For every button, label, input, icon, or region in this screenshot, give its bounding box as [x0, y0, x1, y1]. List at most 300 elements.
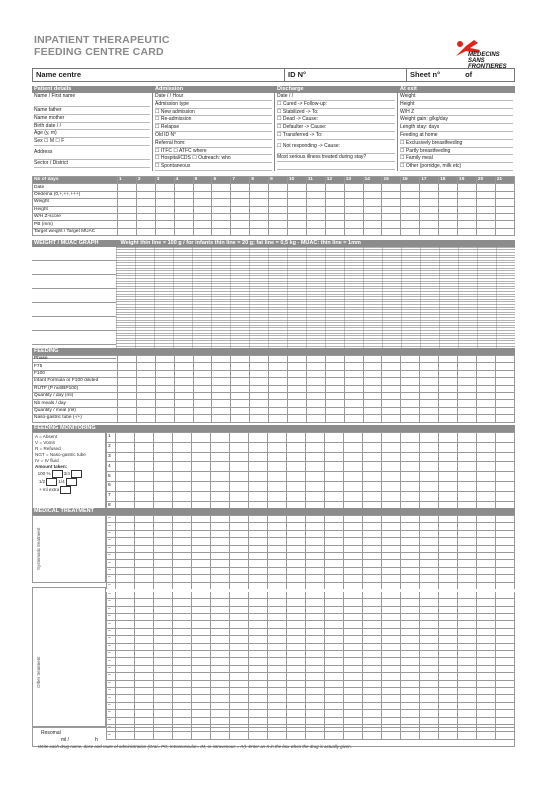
day-cell[interactable]	[476, 184, 495, 191]
day-cell[interactable]	[287, 695, 306, 702]
day-cell[interactable]	[344, 356, 363, 363]
day-cell[interactable]	[116, 472, 135, 482]
day-cell[interactable]	[192, 491, 211, 501]
day-cell[interactable]	[212, 407, 231, 414]
day-cell[interactable]	[193, 191, 212, 198]
day-cell[interactable]	[496, 599, 515, 606]
day-cell[interactable]	[382, 658, 401, 665]
day-cell[interactable]	[192, 628, 211, 635]
day-cell[interactable]	[250, 415, 269, 422]
day-cell[interactable]	[192, 582, 211, 590]
day-cell[interactable]	[249, 665, 268, 672]
day-cell[interactable]	[268, 481, 287, 491]
day-cell[interactable]	[439, 530, 458, 537]
day-cell[interactable]	[439, 191, 458, 198]
day-cell[interactable]	[363, 356, 382, 363]
day-cell[interactable]	[325, 206, 344, 213]
day-cell[interactable]	[363, 400, 382, 407]
day-cell[interactable]	[231, 415, 250, 422]
day-cell[interactable]	[363, 643, 382, 650]
day-cell[interactable]	[192, 545, 211, 552]
day-cell[interactable]	[135, 651, 154, 658]
day-cell[interactable]	[363, 433, 382, 443]
day-cell[interactable]	[230, 717, 249, 724]
day-cell[interactable]	[173, 680, 192, 687]
day-cell[interactable]	[420, 228, 439, 235]
day-cell[interactable]	[306, 530, 325, 537]
day-cell[interactable]	[212, 221, 231, 228]
day-cell[interactable]	[458, 530, 477, 537]
day-cell[interactable]	[496, 673, 515, 680]
day-cell[interactable]	[401, 516, 420, 523]
day-cell[interactable]	[325, 191, 344, 198]
day-cell[interactable]	[363, 191, 382, 198]
day-cell[interactable]	[401, 228, 420, 235]
day-cell[interactable]	[230, 523, 249, 530]
day-cell[interactable]	[458, 636, 477, 643]
day-cell[interactable]	[116, 606, 135, 613]
day-cell[interactable]	[287, 651, 306, 658]
day-cell[interactable]	[118, 392, 137, 399]
day-cell[interactable]	[401, 433, 420, 443]
day-cell[interactable]	[306, 191, 325, 198]
day-cell[interactable]	[135, 658, 154, 665]
day-cell[interactable]	[116, 614, 135, 621]
day-cell[interactable]	[439, 606, 458, 613]
day-cell[interactable]	[249, 452, 268, 462]
day-cell[interactable]	[118, 363, 137, 370]
day-cell[interactable]	[344, 680, 363, 687]
day-cell[interactable]	[211, 658, 230, 665]
day-cell[interactable]	[135, 665, 154, 672]
day-cell[interactable]	[116, 680, 135, 687]
day-cell[interactable]	[420, 472, 439, 482]
day-cell[interactable]	[439, 665, 458, 672]
day-cell[interactable]	[325, 599, 344, 606]
day-cell[interactable]	[477, 560, 496, 567]
day-cell[interactable]	[382, 452, 401, 462]
day-cell[interactable]	[118, 228, 137, 235]
day-cell[interactable]	[154, 643, 173, 650]
day-cell[interactable]	[477, 695, 496, 702]
day-cell[interactable]	[250, 228, 269, 235]
day-cell[interactable]	[174, 199, 193, 206]
day-cell[interactable]	[382, 407, 401, 414]
day-cell[interactable]	[154, 442, 173, 452]
day-cell[interactable]	[420, 673, 439, 680]
day-cell[interactable]	[325, 687, 344, 694]
day-cell[interactable]	[116, 673, 135, 680]
day-cell[interactable]	[230, 606, 249, 613]
day-cell[interactable]	[382, 599, 401, 606]
day-cell[interactable]	[211, 442, 230, 452]
day-cell[interactable]	[211, 481, 230, 491]
day-cell[interactable]	[458, 560, 477, 567]
day-cell[interactable]	[211, 582, 230, 590]
day-cell[interactable]	[230, 462, 249, 472]
day-cell[interactable]	[401, 658, 420, 665]
day-cell[interactable]	[193, 400, 212, 407]
day-cell[interactable]	[230, 530, 249, 537]
day-cell[interactable]	[363, 221, 382, 228]
day-cell[interactable]	[249, 530, 268, 537]
day-cell[interactable]	[344, 472, 363, 482]
day-cell[interactable]	[477, 658, 496, 665]
day-cell[interactable]	[439, 575, 458, 582]
day-cell[interactable]	[496, 717, 515, 724]
day-cell[interactable]	[118, 385, 137, 392]
day-cell[interactable]	[212, 199, 231, 206]
day-cell[interactable]	[306, 582, 325, 590]
day-cell[interactable]	[269, 199, 288, 206]
day-cell[interactable]	[344, 702, 363, 709]
day-cell[interactable]	[401, 370, 420, 377]
day-cell[interactable]	[477, 590, 496, 598]
day-cell[interactable]	[306, 702, 325, 709]
day-cell[interactable]	[382, 184, 401, 191]
day-cell[interactable]	[173, 614, 192, 621]
day-cell[interactable]	[382, 433, 401, 443]
day-cell[interactable]	[476, 213, 495, 220]
day-cell[interactable]	[268, 516, 287, 523]
day-cell[interactable]	[477, 702, 496, 709]
day-cell[interactable]	[135, 442, 154, 452]
day-cell[interactable]	[154, 433, 173, 443]
day-cell[interactable]	[250, 221, 269, 228]
day-cell[interactable]	[401, 545, 420, 552]
day-cell[interactable]	[287, 606, 306, 613]
day-cell[interactable]	[287, 680, 306, 687]
day-cell[interactable]	[420, 452, 439, 462]
day-cell[interactable]	[420, 356, 439, 363]
day-cell[interactable]	[250, 184, 269, 191]
day-cell[interactable]	[382, 472, 401, 482]
day-cell[interactable]	[135, 545, 154, 552]
day-cell[interactable]	[230, 599, 249, 606]
day-cell[interactable]	[192, 614, 211, 621]
day-cell[interactable]	[135, 702, 154, 709]
day-cell[interactable]	[249, 567, 268, 574]
day-cell[interactable]	[458, 599, 477, 606]
day-cell[interactable]	[401, 621, 420, 628]
day-cell[interactable]	[325, 415, 344, 422]
day-cell[interactable]	[306, 717, 325, 724]
day-cell[interactable]	[268, 462, 287, 472]
day-cell[interactable]	[192, 575, 211, 582]
day-cell[interactable]	[458, 687, 477, 694]
day-cell[interactable]	[116, 523, 135, 530]
day-cell[interactable]	[193, 221, 212, 228]
day-cell[interactable]	[344, 545, 363, 552]
day-cell[interactable]	[363, 213, 382, 220]
day-cell[interactable]	[135, 680, 154, 687]
day-cell[interactable]	[249, 710, 268, 717]
day-cell[interactable]	[211, 567, 230, 574]
day-cell[interactable]	[420, 582, 439, 590]
day-cell[interactable]	[382, 643, 401, 650]
day-cell[interactable]	[458, 680, 477, 687]
day-cell[interactable]	[420, 702, 439, 709]
day-cell[interactable]	[211, 575, 230, 582]
day-cell[interactable]	[401, 385, 420, 392]
day-cell[interactable]	[268, 673, 287, 680]
day-cell[interactable]	[306, 687, 325, 694]
day-cell[interactable]	[344, 673, 363, 680]
day-cell[interactable]	[249, 717, 268, 724]
day-cell[interactable]	[306, 628, 325, 635]
day-cell[interactable]	[268, 582, 287, 590]
day-cell[interactable]	[135, 452, 154, 462]
day-cell[interactable]	[231, 363, 250, 370]
day-cell[interactable]	[192, 452, 211, 462]
day-cell[interactable]	[154, 567, 173, 574]
day-cell[interactable]	[401, 221, 420, 228]
day-cell[interactable]	[382, 560, 401, 567]
day-cell[interactable]	[249, 442, 268, 452]
day-cell[interactable]	[363, 385, 382, 392]
day-cell[interactable]	[135, 717, 154, 724]
day-cell[interactable]	[325, 614, 344, 621]
day-cell[interactable]	[496, 472, 515, 482]
day-cell[interactable]	[154, 658, 173, 665]
day-cell[interactable]	[382, 651, 401, 658]
day-cell[interactable]	[306, 665, 325, 672]
day-cell[interactable]	[155, 407, 174, 414]
day-cell[interactable]	[118, 370, 137, 377]
day-cell[interactable]	[476, 199, 495, 206]
day-cell[interactable]	[173, 462, 192, 472]
day-cell[interactable]	[382, 206, 401, 213]
day-cell[interactable]	[458, 370, 477, 377]
day-cell[interactable]	[192, 567, 211, 574]
day-cell[interactable]	[439, 628, 458, 635]
day-cell[interactable]	[173, 599, 192, 606]
day-cell[interactable]	[211, 462, 230, 472]
day-cell[interactable]	[306, 552, 325, 559]
day-cell[interactable]	[211, 665, 230, 672]
day-cell[interactable]	[363, 415, 382, 422]
day-cell[interactable]	[344, 599, 363, 606]
day-cell[interactable]	[118, 191, 137, 198]
day-cell[interactable]	[211, 702, 230, 709]
day-cell[interactable]	[344, 228, 363, 235]
day-cell[interactable]	[458, 651, 477, 658]
day-cell[interactable]	[154, 462, 173, 472]
day-cell[interactable]	[155, 356, 174, 363]
day-cell[interactable]	[249, 680, 268, 687]
day-cell[interactable]	[420, 621, 439, 628]
day-cell[interactable]	[382, 442, 401, 452]
day-cell[interactable]	[174, 221, 193, 228]
day-cell[interactable]	[363, 538, 382, 545]
day-cell[interactable]	[287, 491, 306, 501]
day-cell[interactable]	[116, 717, 135, 724]
day-cell[interactable]	[439, 717, 458, 724]
day-cell[interactable]	[118, 400, 137, 407]
day-cell[interactable]	[306, 643, 325, 650]
day-cell[interactable]	[118, 213, 137, 220]
day-cell[interactable]	[420, 385, 439, 392]
day-cell[interactable]	[458, 442, 477, 452]
day-cell[interactable]	[173, 560, 192, 567]
day-cell[interactable]	[420, 378, 439, 385]
day-cell[interactable]	[173, 636, 192, 643]
day-cell[interactable]	[458, 567, 477, 574]
day-cell[interactable]	[496, 552, 515, 559]
day-cell[interactable]	[496, 452, 515, 462]
day-cell[interactable]	[230, 538, 249, 545]
day-cell[interactable]	[420, 636, 439, 643]
day-cell[interactable]	[249, 523, 268, 530]
day-cell[interactable]	[116, 651, 135, 658]
day-cell[interactable]	[306, 462, 325, 472]
day-cell[interactable]	[136, 392, 155, 399]
day-cell[interactable]	[325, 523, 344, 530]
day-cell[interactable]	[401, 530, 420, 537]
day-cell[interactable]	[135, 582, 154, 590]
day-cell[interactable]	[325, 363, 344, 370]
day-cell[interactable]	[154, 599, 173, 606]
day-cell[interactable]	[363, 206, 382, 213]
day-cell[interactable]	[477, 491, 496, 501]
day-cell[interactable]	[458, 228, 477, 235]
day-cell[interactable]	[116, 538, 135, 545]
day-cell[interactable]	[382, 385, 401, 392]
day-cell[interactable]	[116, 710, 135, 717]
day-cell[interactable]	[287, 673, 306, 680]
day-cell[interactable]	[135, 687, 154, 694]
day-cell[interactable]	[230, 481, 249, 491]
day-cell[interactable]	[495, 221, 514, 228]
day-cell[interactable]	[250, 191, 269, 198]
day-cell[interactable]	[211, 590, 230, 598]
day-cell[interactable]	[192, 606, 211, 613]
day-cell[interactable]	[344, 582, 363, 590]
day-cell[interactable]	[192, 710, 211, 717]
day-cell[interactable]	[193, 213, 212, 220]
day-cell[interactable]	[230, 433, 249, 443]
day-cell[interactable]	[173, 643, 192, 650]
day-cell[interactable]	[325, 643, 344, 650]
day-cell[interactable]	[173, 702, 192, 709]
day-cell[interactable]	[230, 567, 249, 574]
day-cell[interactable]	[382, 628, 401, 635]
day-cell[interactable]	[136, 221, 155, 228]
day-cell[interactable]	[344, 628, 363, 635]
day-cell[interactable]	[250, 199, 269, 206]
day-cell[interactable]	[344, 392, 363, 399]
day-cell[interactable]	[174, 213, 193, 220]
day-cell[interactable]	[211, 545, 230, 552]
day-cell[interactable]	[325, 378, 344, 385]
day-cell[interactable]	[496, 665, 515, 672]
day-cell[interactable]	[382, 356, 401, 363]
day-cell[interactable]	[439, 363, 458, 370]
day-cell[interactable]	[496, 614, 515, 621]
day-cell[interactable]	[439, 680, 458, 687]
day-cell[interactable]	[458, 614, 477, 621]
day-cell[interactable]	[325, 658, 344, 665]
day-cell[interactable]	[363, 614, 382, 621]
day-cell[interactable]	[116, 628, 135, 635]
day-cell[interactable]	[420, 442, 439, 452]
day-cell[interactable]	[230, 491, 249, 501]
day-cell[interactable]	[250, 385, 269, 392]
day-cell[interactable]	[420, 370, 439, 377]
day-cell[interactable]	[212, 213, 231, 220]
day-cell[interactable]	[401, 651, 420, 658]
day-cell[interactable]	[325, 695, 344, 702]
day-cell[interactable]	[325, 560, 344, 567]
day-cell[interactable]	[193, 199, 212, 206]
day-cell[interactable]	[401, 415, 420, 422]
day-cell[interactable]	[288, 221, 307, 228]
day-cell[interactable]	[230, 452, 249, 462]
day-cell[interactable]	[401, 695, 420, 702]
day-cell[interactable]	[287, 538, 306, 545]
day-cell[interactable]	[325, 491, 344, 501]
day-cell[interactable]	[306, 560, 325, 567]
day-cell[interactable]	[173, 538, 192, 545]
day-cell[interactable]	[344, 687, 363, 694]
day-cell[interactable]	[496, 442, 515, 452]
day-cell[interactable]	[268, 710, 287, 717]
day-cell[interactable]	[496, 628, 515, 635]
day-cell[interactable]	[420, 680, 439, 687]
day-cell[interactable]	[401, 717, 420, 724]
day-cell[interactable]	[382, 228, 401, 235]
day-cell[interactable]	[193, 378, 212, 385]
day-cell[interactable]	[363, 516, 382, 523]
day-cell[interactable]	[382, 363, 401, 370]
day-cell[interactable]	[439, 702, 458, 709]
day-cell[interactable]	[344, 567, 363, 574]
day-cell[interactable]	[250, 370, 269, 377]
day-cell[interactable]	[268, 636, 287, 643]
day-cell[interactable]	[344, 590, 363, 598]
day-cell[interactable]	[382, 415, 401, 422]
day-cell[interactable]	[306, 407, 325, 414]
day-cell[interactable]	[154, 621, 173, 628]
day-cell[interactable]	[325, 575, 344, 582]
day-cell[interactable]	[325, 370, 344, 377]
day-cell[interactable]	[211, 472, 230, 482]
day-cell[interactable]	[458, 400, 477, 407]
day-cell[interactable]	[230, 590, 249, 598]
day-cell[interactable]	[288, 184, 307, 191]
day-cell[interactable]	[344, 400, 363, 407]
day-cell[interactable]	[249, 658, 268, 665]
day-cell[interactable]	[154, 481, 173, 491]
day-cell[interactable]	[288, 407, 307, 414]
day-cell[interactable]	[287, 552, 306, 559]
day-cell[interactable]	[192, 462, 211, 472]
day-cell[interactable]	[287, 658, 306, 665]
day-cell[interactable]	[477, 614, 496, 621]
day-cell[interactable]	[230, 442, 249, 452]
day-cell[interactable]	[135, 695, 154, 702]
day-cell[interactable]	[325, 567, 344, 574]
day-cell[interactable]	[306, 545, 325, 552]
day-cell[interactable]	[231, 213, 250, 220]
day-cell[interactable]	[325, 717, 344, 724]
day-cell[interactable]	[154, 538, 173, 545]
day-cell[interactable]	[382, 575, 401, 582]
day-cell[interactable]	[154, 651, 173, 658]
day-cell[interactable]	[363, 552, 382, 559]
day-cell[interactable]	[288, 199, 307, 206]
day-cell[interactable]	[306, 378, 325, 385]
